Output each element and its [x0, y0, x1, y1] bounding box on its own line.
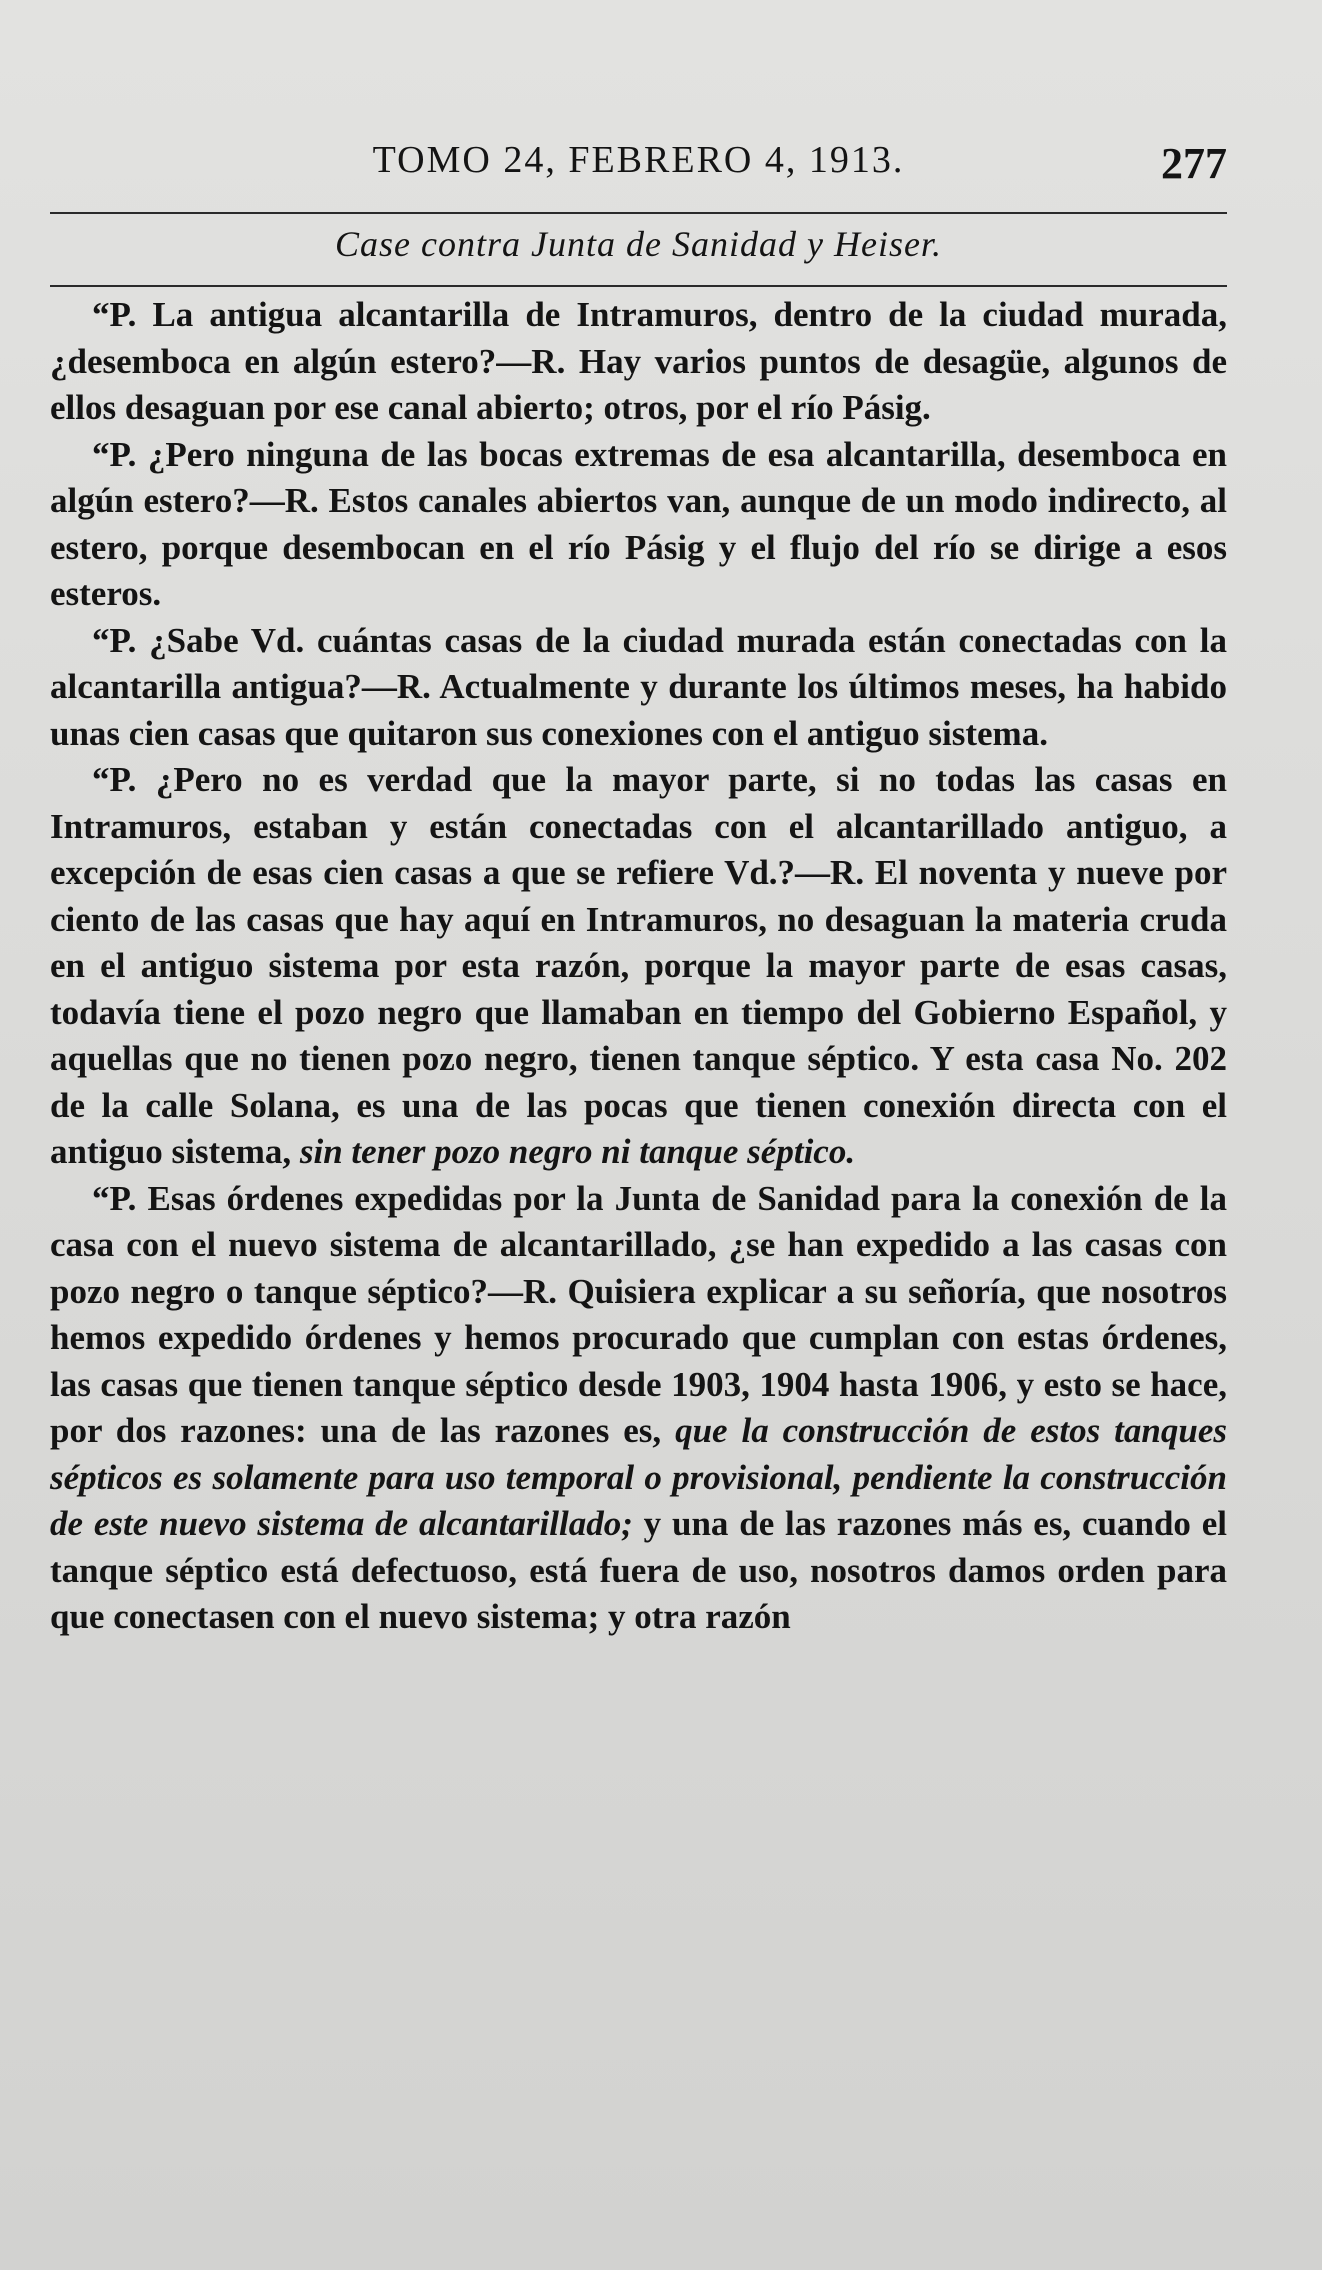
paragraph: “P. ¿Pero no es verdad que la mayor parte, si no todas las casas en Intramuros, estaban y están conectadas con el alcantarillado antiguo, a excepción de esas cien casas a que se refiere Vd.?—R. El noventa y nueve por ciento de las casas que hay aquí en Intramuros, no desaguan la materia cruda en el antiguo sistema por esta razón, porque la mayor parte de esas casas, todavía tiene el pozo negro que llamaban en tiempo del Gobierno Español, y aquellas que no tienen pozo negro, tienen tanque séptico. Y esta casa No. 202 de la calle Solana, es una de las pocas que tienen conexión directa con el antiguo sistema, sin tener pozo negro ni tanque séptico. — [50, 760, 1227, 1171]
paragraph: “P. La antigua alcantarilla de Intramuros, dentro de la ciudad murada, ¿desemboca en algún estero?—R. Hay varios puntos de desagüe, algunos de ellos desaguan por ese canal abierto; otros, por el río Pásig. — [50, 295, 1227, 427]
running-header — [50, 138, 1227, 198]
page-number: 277 — [1161, 139, 1227, 188]
paragraph: “P. Esas órdenes expedidas por la Junta de Sanidad para la conexión de la casa con el nuevo sistema de alcantarillado, ¿se han expedido a las casas con pozo negro o tanque séptico?—R. Quisiera explicar a su señoría, que nosotros hemos expedido órdenes y hemos procurado que cumplan con estas órdenes, las casas que tienen tanque séptico desde 1903, 1904 hasta 1906, y esto se hace, por dos razones: una de las razones es, que la construcción de estos tanques sépticos es solamente para uso temporal o provisional, pendiente la construcción de este nuevo sistema de alcantarillado; y una de las razones más es, cuando el tanque séptico está defectuoso, está fuera de uso, nosotros damos orden para que conectasen con el nuevo sistema; y otra razón — [50, 1178, 1227, 1636]
italic-phrase: sin tener pozo negro ni tanque séptico. — [299, 1132, 856, 1171]
body-text — [50, 292, 1227, 1641]
paragraph: “P. ¿Pero ninguna de las bocas extremas de esa alcantarilla, desemboca en algún estero?—R. Estos canales abiertos van, aunque de un modo indirecto, al estero, porque desembocan en el río Pásig y el flujo del río se dirige a esos esteros. — [50, 434, 1227, 613]
paragraph: “P. ¿Sabe Vd. cuántas casas de la ciudad murada están conectadas con la alcantarilla antigua?—R. Actualmente y durante los últimos meses, ha habido unas cien casas que quitaron sus conexiones con el antiguo sistema. — [50, 620, 1227, 753]
italic-phrase: que la construcción de estos tanques sépticos es solamente para uso temporal o provisional, pendiente la construcción de este nuevo sistema de alcantarillado; — [50, 1411, 1227, 1543]
header-title: TOMO 24, FEBRERO 4, 1913. — [372, 139, 905, 181]
header-rule-bottom — [50, 285, 1227, 287]
header-rule-top — [50, 212, 1227, 214]
case-subtitle: Case contra Junta de Sanidad y Heiser. — [335, 224, 942, 264]
